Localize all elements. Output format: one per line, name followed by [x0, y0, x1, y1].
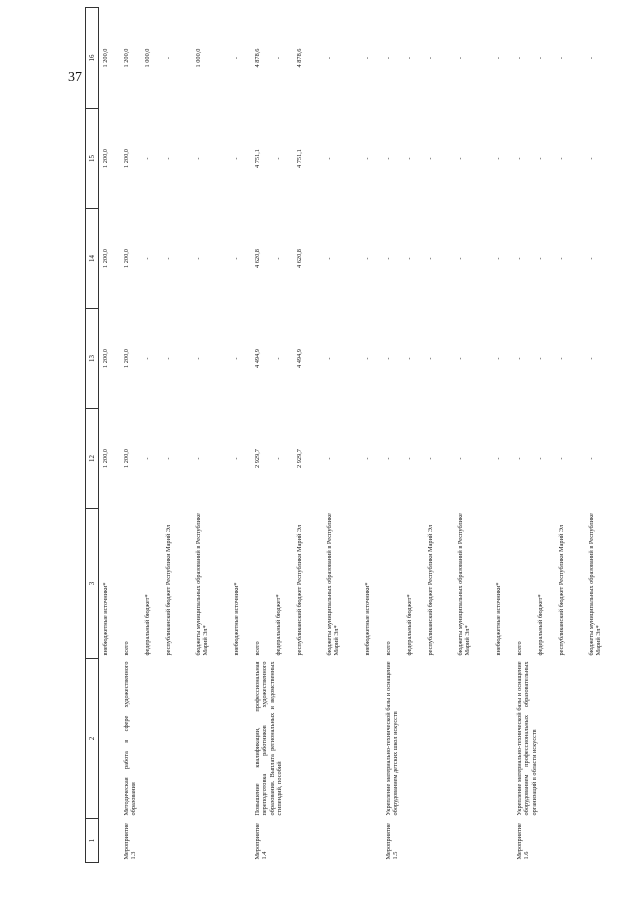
source-label: федеральный бюджет*	[144, 594, 151, 656]
value-cell: 1 000,0	[144, 48, 151, 68]
value-cell: -	[144, 157, 151, 160]
value-cell: -	[275, 157, 282, 160]
value-cell: -	[165, 257, 172, 260]
value-cell: 4 878,6	[296, 48, 303, 68]
measure-name: Укрепление материально-технической базы и оснащение оборудованием профессиональных образовательных организаций в области искусств	[516, 661, 538, 816]
value-cell: -	[385, 257, 392, 260]
value-cell: 4 620,8	[296, 249, 303, 268]
value-cell: 1 200,0	[102, 349, 109, 368]
value-cell: -	[406, 257, 413, 260]
value-cell: -	[364, 357, 371, 360]
value-cell: -	[537, 56, 544, 60]
value-cell: 1 000,0	[195, 48, 202, 68]
value-cell: -	[457, 56, 464, 60]
header-row	[86, 8, 99, 863]
source-label: всего	[123, 641, 130, 656]
value-cell: -	[275, 357, 282, 360]
value-cell: -	[427, 157, 434, 160]
value-cell: -	[516, 357, 523, 360]
source-label: всего	[254, 641, 261, 656]
value-cell: 1 200,0	[102, 449, 109, 468]
source-label: федеральный бюджет*	[275, 594, 282, 656]
value-cell: -	[588, 257, 595, 260]
value-cell: -	[195, 157, 202, 160]
value-cell: -	[406, 457, 413, 460]
source-label: бюджеты муниципальных образований в Республике Марий Эл*	[588, 513, 603, 656]
source-label: республиканский бюджет Республики Марий Эл	[296, 524, 303, 656]
table-row	[254, 8, 385, 863]
value-cell: -	[144, 257, 151, 260]
value-cell: -	[144, 357, 151, 360]
value-cell: -	[275, 257, 282, 260]
source-label: всего	[385, 641, 392, 656]
value-cell: -	[427, 56, 434, 60]
value-cell: -	[558, 157, 565, 160]
table-row	[123, 8, 254, 863]
value-cell: -	[165, 457, 172, 460]
source-label: федеральный бюджет*	[406, 594, 413, 656]
header-cell: 1	[86, 819, 99, 863]
value-cell: 4 751,1	[296, 149, 303, 168]
source-label: республиканский бюджет Республики Марий Эл	[558, 524, 565, 656]
value-cell: -	[427, 357, 434, 360]
value-cell: -	[588, 56, 595, 60]
value-cell: -	[537, 157, 544, 160]
value-cell: -	[495, 257, 502, 260]
value-cell: -	[558, 357, 565, 360]
value-cell: -	[427, 257, 434, 260]
table-row	[99, 8, 124, 863]
header-cell: 15	[86, 109, 99, 209]
value-cell: -	[495, 457, 502, 460]
value-cell: -	[326, 56, 333, 60]
value-cell: -	[588, 357, 595, 360]
value-cell: 1 200,0	[123, 349, 130, 368]
value-cell: 2 929,7	[296, 449, 303, 468]
value-cell: -	[588, 457, 595, 460]
header-cell: 14	[86, 209, 99, 309]
header-cell: 13	[86, 309, 99, 409]
value-cell: -	[233, 56, 240, 60]
value-cell: -	[427, 457, 434, 460]
value-cell: -	[406, 56, 413, 60]
table-row	[385, 8, 516, 863]
measure-name: Повышение квалификации, профессиональная переподготовка работников художественного образования. Выплата региональных и ведомственных стипендий, пособий	[254, 661, 284, 816]
value-cell: 1 200,0	[102, 48, 109, 68]
value-cell: -	[495, 56, 502, 60]
value-cell: -	[558, 457, 565, 460]
value-cell: -	[457, 157, 464, 160]
value-cell: -	[516, 457, 523, 460]
value-cell: 4 751,1	[254, 149, 261, 168]
value-cell: -	[326, 257, 333, 260]
measure-name: Методическая работа в сфере художественного образования	[123, 661, 138, 816]
header-cell: 16	[86, 8, 99, 109]
value-cell: -	[275, 457, 282, 460]
value-cell: 4 494,9	[254, 349, 261, 368]
value-cell: 1 200,0	[102, 249, 109, 268]
value-cell: -	[364, 56, 371, 60]
value-cell: 4 494,9	[296, 349, 303, 368]
source-label: федеральный бюджет*	[537, 594, 544, 656]
measure-code: Мероприятие 1.3	[123, 823, 138, 860]
value-cell: 4 620,8	[254, 249, 261, 268]
value-cell: -	[385, 157, 392, 160]
value-cell: -	[165, 56, 172, 60]
source-label: бюджеты муниципальных образований в Республике Марий Эл*	[457, 513, 472, 656]
header-cell: 2	[86, 659, 99, 819]
value-cell: -	[165, 157, 172, 160]
value-cell: -	[537, 357, 544, 360]
value-cell: -	[144, 457, 151, 460]
value-cell: -	[406, 357, 413, 360]
measure-code: Мероприятие 1.5	[385, 823, 400, 860]
source-label: республиканский бюджет Республики Марий Эл	[165, 524, 172, 656]
value-cell: 2 929,7	[254, 449, 261, 468]
value-cell: -	[326, 457, 333, 460]
value-cell: -	[457, 257, 464, 260]
value-cell: -	[457, 457, 464, 460]
value-cell: -	[537, 257, 544, 260]
value-cell: -	[516, 56, 523, 60]
source-label: республиканский бюджет Республики Марий Эл	[427, 524, 434, 656]
header-cell: 3	[86, 509, 99, 659]
value-cell: -	[558, 56, 565, 60]
value-cell: -	[326, 157, 333, 160]
value-cell: -	[588, 157, 595, 160]
value-cell: -	[233, 457, 240, 460]
value-cell: -	[364, 157, 371, 160]
measure-code: Мероприятие 1.4	[254, 823, 269, 860]
table-row	[516, 8, 626, 863]
value-cell: -	[195, 457, 202, 460]
value-cell: 1 200,0	[123, 449, 130, 468]
value-cell: -	[275, 56, 282, 60]
value-cell: 1 200,0	[123, 249, 130, 268]
source-label: внебюджетные источники*	[102, 582, 109, 656]
source-label: внебюджетные источники*	[495, 582, 502, 656]
value-cell: -	[495, 357, 502, 360]
header-cell: 12	[86, 409, 99, 509]
value-cell: 1 200,0	[102, 149, 109, 168]
value-cell: 1 200,0	[123, 48, 130, 68]
measure-name: Укрепление материально-технической базы и оснащение оборудованием детских школ искусств	[385, 661, 400, 816]
page-number: 37	[68, 70, 82, 85]
value-cell: -	[233, 257, 240, 260]
value-cell: -	[195, 357, 202, 360]
source-label: всего	[516, 641, 523, 656]
value-cell: -	[406, 157, 413, 160]
value-cell: -	[537, 457, 544, 460]
source-label: бюджеты муниципальных образований в Республике Марий Эл*	[326, 513, 341, 656]
value-cell: -	[385, 357, 392, 360]
value-cell: -	[364, 457, 371, 460]
value-cell: -	[364, 257, 371, 260]
value-cell: -	[385, 457, 392, 460]
value-cell: 1 200,0	[123, 149, 130, 168]
financing-table	[85, 7, 626, 863]
value-cell: -	[558, 257, 565, 260]
value-cell: -	[233, 357, 240, 360]
value-cell: -	[495, 157, 502, 160]
value-cell: -	[516, 157, 523, 160]
value-cell: -	[516, 257, 523, 260]
value-cell: -	[326, 357, 333, 360]
value-cell: 4 878,6	[254, 48, 261, 68]
value-cell: -	[385, 56, 392, 60]
value-cell: -	[233, 157, 240, 160]
source-label: внебюджетные источники*	[364, 582, 371, 656]
value-cell: -	[165, 357, 172, 360]
value-cell: -	[195, 257, 202, 260]
value-cell: -	[457, 357, 464, 360]
measure-code: Мероприятие 1.6	[516, 823, 531, 860]
source-label: бюджеты муниципальных образований в Республике Марий Эл*	[195, 513, 210, 656]
rotated-table-container	[85, 8, 638, 863]
source-label: внебюджетные источники*	[233, 582, 240, 656]
